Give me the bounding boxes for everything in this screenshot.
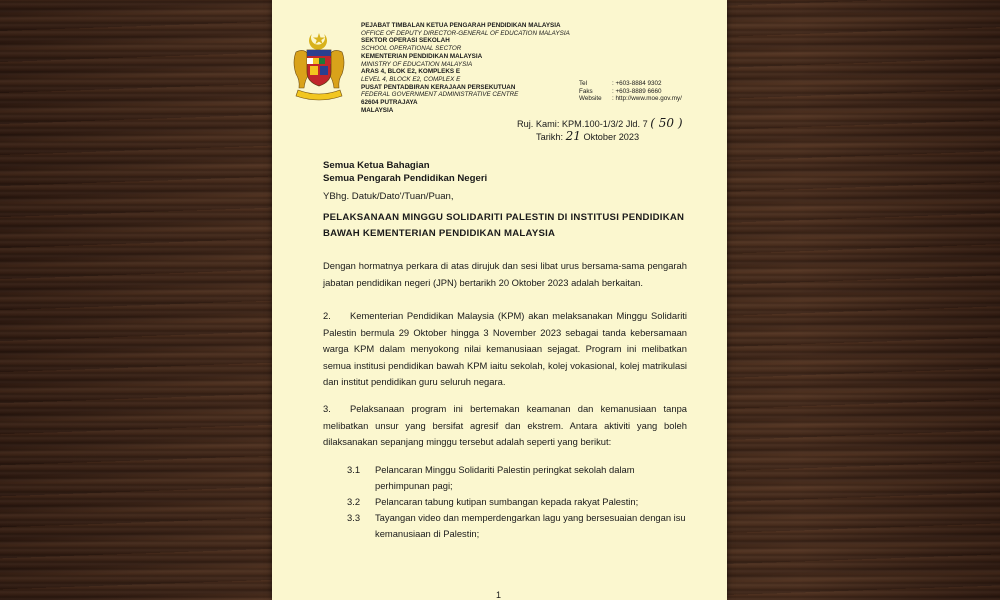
faks-value: : +603-8889 6660 xyxy=(612,87,662,95)
paragraph-2 xyxy=(323,308,687,391)
reference-prefix: Ruj. Kami: KPM.100-1/3/2 Jld. 7 xyxy=(517,119,651,129)
reference-number xyxy=(517,117,683,130)
paragraph-text: Pelaksanaan program ini bertemakan keamanan dan kemanusiaan tanpa melibatkan unsur yang bersifat agresif dan ekstrem. Antara aktiviti yang boleh dilaksanakan sepanjang minggu tersebut adalah seperti yang berikut: xyxy=(323,403,687,447)
letterhead-line: SEKTOR OPERASI SEKOLAH xyxy=(361,37,450,45)
contact-website xyxy=(579,95,682,103)
contact-tel xyxy=(579,80,682,88)
tel-label: Tel xyxy=(579,80,588,87)
list-item-number: 3.2 xyxy=(347,496,361,507)
addressee-line: Semua Ketua Bahagian xyxy=(323,160,430,171)
letter-page xyxy=(272,0,727,600)
website-label: Website xyxy=(579,95,602,103)
list-item xyxy=(347,494,687,510)
letterhead-line: 62604 PUTRAJAYA xyxy=(361,99,418,107)
website-value: : http://www.moe.gov.my/ xyxy=(612,95,682,103)
list-item xyxy=(347,462,687,494)
list-item-text: Pelancaran tabung kutipan sumbangan kepada rakyat Palestin; xyxy=(375,496,639,507)
letter-date xyxy=(517,130,683,143)
letterhead-block xyxy=(361,22,570,114)
letterhead-line: PEJABAT TIMBALAN KETUA PENGARAH PENDIDIKAN MALAYSIA xyxy=(361,22,561,29)
salutation: YBhg. Datuk/Dato'/Tuan/Puan, xyxy=(323,191,454,202)
letterhead-line: FEDERAL GOVERNMENT ADMINISTRATIVE CENTRE xyxy=(361,91,519,99)
list-item-text: Pelancaran Minggu Solidariti Palestin peringkat sekolah dalam perhimpunan pagi; xyxy=(375,464,635,491)
letter-title: PELAKSANAAN MINGGU SOLIDARITI PALESTIN DI INSTITUSI PENDIDIKAN BAWAH KEMENTERIAN PENDIDIKAN MALAYSIA xyxy=(323,212,685,239)
list-item xyxy=(347,510,687,542)
addressee-block xyxy=(323,160,487,185)
letterhead-line: MINISTRY OF EDUCATION MALAYSIA xyxy=(361,60,473,68)
tel-value: : +603-8884 9302 xyxy=(612,80,662,87)
paragraph-text: Kementerian Pendidikan Malaysia (KPM) akan melaksanakan Minggu Solidariti Palestin bermula 29 Oktober hingga 3 November 2023 sebagai tanda kebersamaan warga KPM dalam menyokong nilai kemanusiaan sejagat. Program ini melibatkan semua institusi pendidikan bawah KPM iaitu sekolah, kolej vokasional, kolej matrikulasi dan institut pendidikan guru seluruh negara. xyxy=(323,310,687,387)
letterhead-line: OFFICE OF DEPUTY DIRECTOR-GENERAL OF EDUCATION MALAYSIA xyxy=(361,29,570,37)
malaysia-coat-of-arms-icon xyxy=(290,30,348,102)
date-label: Tarikh: xyxy=(536,132,564,142)
paragraph-number: 2. xyxy=(323,310,331,321)
faks-label: Faks xyxy=(579,87,593,95)
letterhead-line: ARAS 4, BLOK E2, KOMPLEKS E xyxy=(361,68,461,76)
contact-block xyxy=(579,80,682,103)
letterhead-line: LEVEL 4, BLOCK E2, COMPLEX E xyxy=(361,75,461,83)
letterhead-line: KEMENTERIAN PENDIDIKAN MALAYSIA xyxy=(361,52,483,60)
paragraph-1: Dengan hormatnya perkara di atas dirujuk dan sesi libat urus bersama-sama pengarah jabatan pendidikan negeri (JPN) bertarikh 20 Oktober 2023 adalah berkaitan. xyxy=(323,260,687,288)
reference-block xyxy=(517,117,683,143)
list-item-number: 3.1 xyxy=(347,464,361,475)
addressee-line: Semua Pengarah Pendidikan Negeri xyxy=(323,172,488,184)
reference-handwritten-number: ( 50 ) xyxy=(650,116,683,130)
list-item-number: 3.3 xyxy=(347,512,361,523)
letterhead-line: MALAYSIA xyxy=(361,106,394,114)
letterhead-line: SCHOOL OPERATIONAL SECTOR xyxy=(361,45,462,53)
contact-faks xyxy=(579,88,682,96)
date-handwritten-day: 21 xyxy=(565,129,581,143)
letterhead-line: PUSAT PENTADBIRAN KERAJAAN PERSEKUTUAN xyxy=(361,83,516,91)
list-item-text: Tayangan video dan memperdengarkan lagu yang bersesuaian dengan isu kemanusiaan di Palestin; xyxy=(375,512,686,539)
paragraph-number: 3. xyxy=(323,403,331,414)
paragraph-3 xyxy=(323,401,687,451)
page-number: 1 xyxy=(496,590,502,600)
date-month-year: Oktober 2023 xyxy=(583,132,640,142)
